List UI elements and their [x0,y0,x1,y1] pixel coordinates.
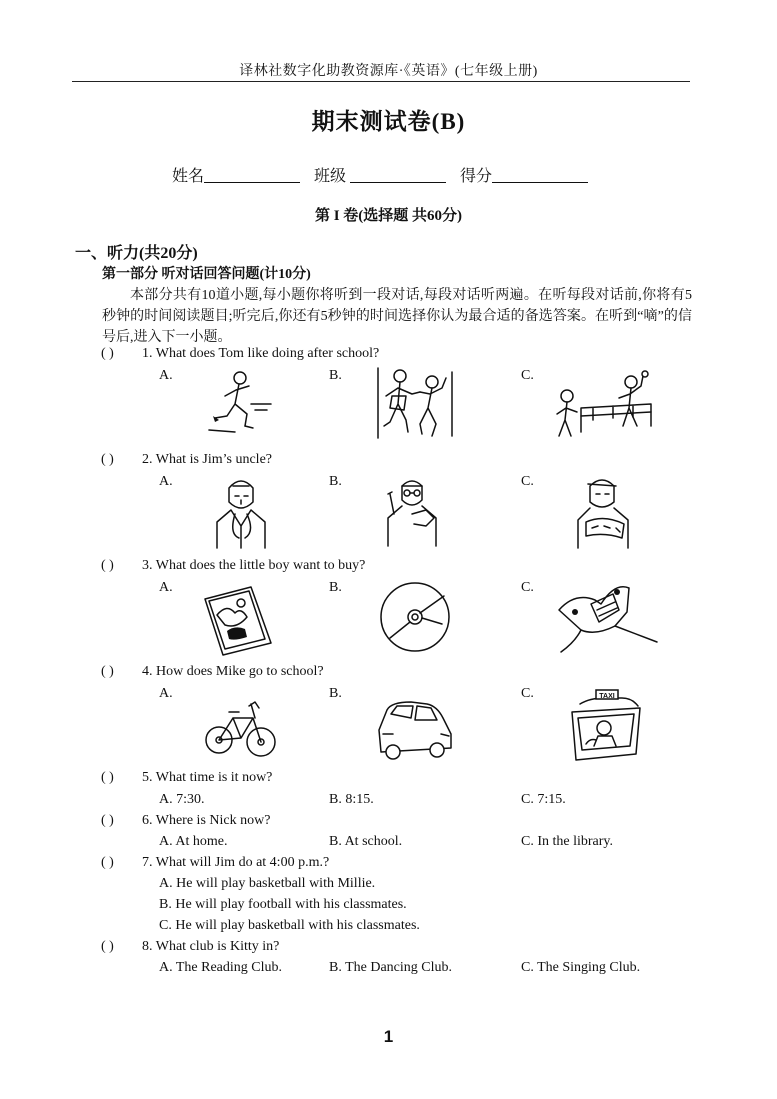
answer-paren[interactable]: ( ) [101,855,114,870]
option-a: A. [159,474,173,489]
taxi-sign-label: TAXI [599,693,615,700]
storybook-picture [201,585,275,657]
option-a: A. He will play basketball with Millie. [159,876,376,891]
name-label: 姓名 [172,168,205,185]
option-c: C. The Singing Club. [521,960,641,975]
cd-picture [378,580,452,654]
answer-paren[interactable]: ( ) [101,813,114,828]
listening-subheading: 第一部分 听对话回答问题(计10分) [102,267,311,282]
answer-paren[interactable]: ( ) [101,939,114,954]
option-b: B. 8:15. [329,792,374,807]
option-b: B. [329,368,342,383]
ping-pong-players-picture [553,368,653,440]
option-b: B. [329,686,342,701]
cook-picture [572,474,636,550]
question-text: 5. What time is it now? [142,770,273,785]
answer-paren[interactable]: ( ) [101,558,114,573]
class-blank[interactable] [350,166,446,183]
option-c: C. [521,368,534,383]
running-header: 译林社数字化助教资源库·《英语》(七年级上册) [239,64,538,79]
page-number: 1 [383,1027,394,1046]
option-c: C. In the library. [521,834,614,849]
option-c: C. [521,686,534,701]
teacher-picture [382,474,442,550]
boy-and-girl-dancing-picture [376,366,456,442]
option-b: B. [329,474,342,489]
car-picture [371,690,457,762]
running-boy-picture [205,368,275,440]
bicycle-picture [203,690,277,762]
option-b: B. The Dancing Club. [329,960,453,975]
option-c: C. [521,474,534,489]
question-text: 4. How does Mike go to school? [142,664,324,679]
option-a: A. 7:30. [159,792,205,807]
option-c: C. He will play basketball with his classmates. [159,918,420,933]
answer-paren[interactable]: ( ) [101,452,114,467]
score-blank[interactable] [492,166,588,183]
listening-heading: 一、听力(共20分) [75,245,198,262]
option-a: A. [159,368,173,383]
answer-paren[interactable]: ( ) [101,664,114,679]
question-text: 6. Where is Nick now? [142,813,271,828]
score-label: 得分 [460,168,493,185]
question-text: 8. What club is Kitty in? [142,939,280,954]
exam-title: 期末测试卷(B) [311,109,466,134]
option-b: B. [329,580,342,595]
question-text: 1. What does Tom like doing after school? [142,346,380,361]
question-text: 2. What is Jim’s uncle? [142,452,272,467]
option-a: A. [159,686,173,701]
option-a: A. [159,580,173,595]
option-b: B. At school. [329,834,403,849]
option-b: B. He will play football with his classmates. [159,897,407,912]
option-c: C. 7:15. [521,792,566,807]
doctor-picture [213,474,269,550]
taxi-picture [566,690,646,764]
option-c: C. [521,580,534,595]
question-text: 3. What does the little boy want to buy? [142,558,366,573]
class-label: 班级 [314,168,347,185]
name-blank[interactable] [204,166,300,183]
student-info-row [172,163,598,186]
volume-title: 第 I 卷(选择题 共60分) [314,208,463,224]
question-text: 7. What will Jim do at 4:00 p.m.? [142,855,330,870]
answer-paren[interactable]: ( ) [101,770,114,785]
option-a: A. The Reading Club. [159,960,283,975]
answer-paren[interactable]: ( ) [101,346,114,361]
header-rule [72,81,690,82]
option-a: A. At home. [159,834,228,849]
instructions-paragraph: 本部分共有10道小题,每小题你将听到一段对话,每段对话听两遍。在听每段对话前,你将有5秒钟的时间阅读题目;听完后,你还有5秒钟的时间选择你认为最合适的备选答案。在听到“嘀”的信号后,进入下一小题。 [102,288,692,345]
kite-picture [555,582,659,656]
